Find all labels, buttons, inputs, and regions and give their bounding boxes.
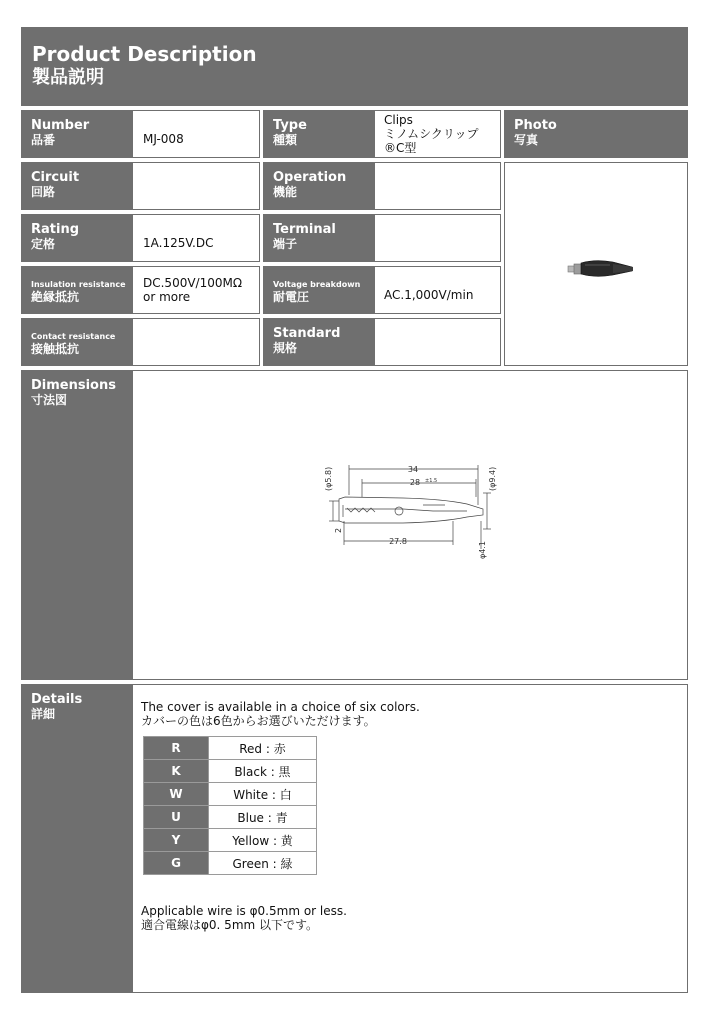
dim-body-tol: ±1.5	[425, 478, 438, 484]
contact-label-en: Contact resistance	[31, 332, 116, 341]
wire-note-jp: 適合電線はφ0. 5mm 以下です。	[141, 918, 319, 932]
number-value-cell	[132, 110, 260, 158]
page-title-jp: 製品説明	[32, 67, 104, 88]
operation-label	[263, 162, 374, 210]
wire-note-en: Applicable wire is φ0.5mm or less.	[141, 904, 347, 918]
clip-teeth	[347, 508, 375, 512]
circuit-label	[21, 162, 132, 210]
photo-label-en: Photo	[514, 118, 557, 133]
circuit-label-jp: 回路	[31, 185, 56, 199]
details-intro-jp: カバーの色は6色からお選びいただけます。	[141, 714, 376, 728]
dim-lower: 27.8	[389, 537, 407, 546]
voltage-label-jp: 耐電圧	[273, 290, 310, 304]
dimensions-label-jp: 寸法図	[31, 393, 68, 407]
color-code: G	[144, 852, 209, 875]
insulation-value-line2: or more	[143, 290, 191, 304]
color-code: K	[144, 760, 209, 783]
dim-body: 28	[409, 478, 421, 487]
color-name: White : 白	[209, 783, 317, 806]
voltage-label-en: Voltage breakdown	[273, 280, 361, 289]
terminal-label-jp: 端子	[273, 237, 298, 251]
color-name: Red : 赤	[209, 737, 317, 760]
contact-label	[21, 318, 132, 366]
dimensions-area	[132, 370, 688, 680]
page-title-en: Product Description	[32, 42, 257, 66]
circuit-label-en: Circuit	[31, 170, 80, 185]
color-row	[144, 852, 317, 875]
rating-label-en: Rating	[31, 222, 80, 237]
type-label-jp: 種類	[273, 133, 298, 147]
contact-label-jp: 接触抵抗	[31, 342, 80, 356]
number-label-jp: 品番	[31, 133, 56, 147]
details-label-en: Details	[31, 692, 83, 707]
number-label	[21, 110, 132, 158]
details-label	[21, 684, 132, 993]
type-value-line3: ®C型	[384, 141, 417, 155]
dim-right-dia: (φ9.4)	[488, 466, 497, 491]
color-table	[143, 736, 317, 875]
details-area	[132, 684, 688, 993]
circuit-value-cell	[132, 162, 260, 210]
color-row	[144, 806, 317, 829]
dim-left-dia: (φ5.8)	[324, 466, 333, 491]
insulation-value-line1: DC.500V/100MΩ	[143, 276, 243, 290]
clip-rivet	[395, 507, 403, 515]
number-value: MJ-008	[143, 132, 184, 146]
insulation-label-jp: 絶縁抵抗	[31, 290, 80, 304]
dimensions-label-en: Dimensions	[31, 378, 116, 393]
type-value-line2: ミノムシクリップ	[384, 127, 479, 141]
terminal-value-cell	[374, 214, 501, 262]
rating-value: 1A.125V.DC	[143, 236, 214, 250]
number-label-en: Number	[31, 118, 90, 133]
voltage-value-cell	[374, 266, 501, 314]
photo-label	[504, 110, 688, 158]
rating-label	[21, 214, 132, 262]
color-name: Blue : 青	[209, 806, 317, 829]
terminal-label-en: Terminal	[273, 222, 336, 237]
details-label-jp: 詳細	[31, 707, 56, 721]
rating-label-jp: 定格	[31, 237, 56, 251]
photo-area	[504, 162, 688, 366]
rating-value-cell	[132, 214, 260, 262]
insulation-label	[21, 266, 132, 314]
color-code: U	[144, 806, 209, 829]
insulation-value-cell	[132, 266, 260, 314]
color-code: R	[144, 737, 209, 760]
standard-value-cell	[374, 318, 501, 366]
type-value-line1: Clips	[384, 113, 413, 127]
color-name: Green : 緑	[209, 852, 317, 875]
voltage-value: AC.1,000V/min	[384, 288, 474, 302]
voltage-label	[263, 266, 374, 314]
page-header	[21, 27, 688, 106]
color-row	[144, 783, 317, 806]
operation-value-cell	[374, 162, 501, 210]
standard-label-en: Standard	[273, 326, 341, 341]
color-name: Black : 黒	[209, 760, 317, 783]
color-name: Yellow : 黄	[209, 829, 317, 852]
dim-height: 2	[334, 527, 343, 533]
photo-label-jp: 写真	[514, 133, 539, 147]
type-label-en: Type	[273, 118, 307, 133]
dimensions-label	[21, 370, 132, 680]
color-row	[144, 760, 317, 783]
terminal-label	[263, 214, 374, 262]
dimension-drawing	[133, 371, 687, 679]
type-value-cell	[374, 110, 501, 158]
type-label	[263, 110, 374, 158]
dim-wire-dia: φ4.1	[478, 541, 487, 559]
insulation-label-en: Insulation resistance	[31, 280, 126, 289]
operation-label-jp: 機能	[273, 185, 298, 199]
standard-label	[263, 318, 374, 366]
color-row	[144, 737, 317, 760]
clip-photo	[505, 163, 687, 365]
contact-value-cell	[132, 318, 260, 366]
dim-total: 34	[407, 465, 419, 474]
operation-label-en: Operation	[273, 170, 347, 185]
color-row	[144, 829, 317, 852]
standard-label-jp: 規格	[273, 341, 298, 355]
details-intro-en: The cover is available in a choice of six colors.	[141, 700, 420, 714]
color-code: W	[144, 783, 209, 806]
color-code: Y	[144, 829, 209, 852]
clip-jaw-outline	[345, 509, 467, 511]
